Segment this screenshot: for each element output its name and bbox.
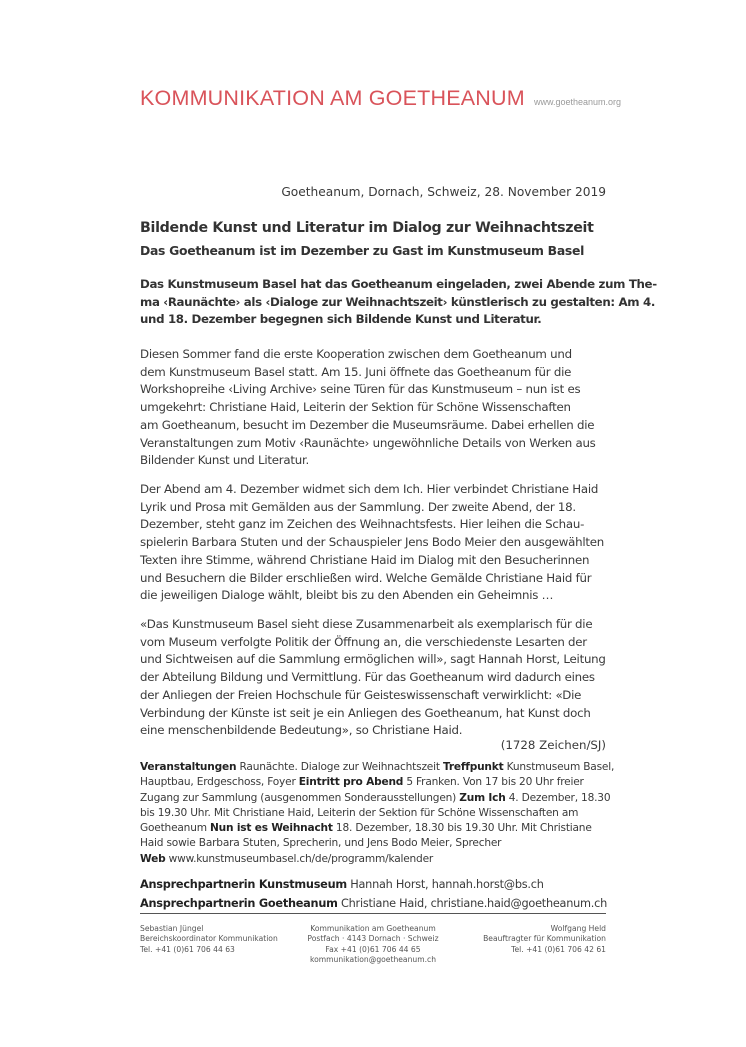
info-line [140,791,610,806]
subheadline: Das Goetheanum ist im Dezember zu Gast im Kunstmuseum Basel [140,243,585,258]
headline: Bildende Kunst und Literatur im Dialog zur Weihnachtszeit [140,220,594,236]
text-line: und Sichtweisen auf die Sammlung ermöglichen will», sagt Hannah Horst, Leitung [140,652,606,667]
footer-left-column [140,924,278,955]
dateline: Goetheanum, Dornach, Schweiz, 28. November 2019 [281,185,606,199]
text-line: und 18. Dezember begegnen sich Bildende Kunst und Literatur. [140,312,542,327]
text-line: vom Museum verfolgte Politik der Öffnung an, die verschiedenste Lesarten der [140,634,587,649]
contacts-block [140,876,606,913]
footer-right-column [483,924,606,955]
info-text: Hauptbau, Erdgeschoss, Foyer [140,776,299,789]
info-text: 5 Franken. Von 17 bis 20 Uhr freier [403,776,584,789]
web-link[interactable]: www.kunstmuseumbasel.ch/de/programm/kalender [165,852,434,865]
footer-line: Bereichskoordinator Kommunikation [140,934,278,944]
contact-label: Ansprechpartnerin Kunstmuseum [140,878,347,891]
contact-goetheanum [140,895,606,914]
info-label: Nun ist es Weihnacht [210,822,333,835]
text-line: Das Kunstmuseum Basel hat das Goetheanum eingeladen, zwei Abende zum The- [140,277,657,291]
text-line: spielerin Barbara Stuten und der Schauspieler Jens Bodo Meier den ausgewählten [140,535,604,550]
info-line [140,821,610,836]
footer-line: Tel. +41 (0)61 706 44 63 [140,944,235,954]
text-line: Veranstaltungen zum Motiv ‹Raunächte› ungewöhnliche Details von Werken aus [140,435,596,450]
info-label: Web [140,852,166,865]
footer-line: Tel. +41 (0)61 706 42 61 [511,944,606,954]
character-count-signature: (1728 Zeichen/SJ) [500,738,606,752]
text-line: «Das Kunstmuseum Basel sieht diese Zusammenarbeit als exemplarisch für die [140,617,593,631]
text-line: Workshopreihe ‹Living Archive› seine Türen für das Kunstmuseum – nun ist es [140,382,581,397]
brand-title: KOMMUNIKATION AM GOETHEANUM [140,86,525,110]
text-line: eine menschenbildende Bedeutung», so Christiane Haid. [140,723,463,738]
info-label: Veranstaltungen [140,761,237,773]
info-text: Zugang zur Sammlung (ausgenommen Sonderausstellungen) [140,791,460,804]
body-paragraph-1 [140,346,610,470]
text-line: Verbindung der Künste ist seit je ein Anliegen des Goetheanum, hat Kunst doch [140,705,591,720]
footer-line: Wolfgang Held [550,924,606,933]
lead-paragraph [140,276,657,329]
event-info-block [140,760,615,867]
info-line [140,852,610,867]
text-line: dem Kunstmuseum Basel statt. Am 15. Juni öffnete das Goetheanum für die [140,364,572,379]
text-line: Der Abend am 4. Dezember widmet sich dem Ich. Hier verbindet Christiane Haid [140,482,599,496]
body-paragraph-3 [140,616,610,740]
footer-line: Postfach · 4143 Dornach · Schweiz [307,934,439,944]
info-text: Kunstmuseum Basel, [503,761,615,773]
body-paragraph-2 [140,481,610,605]
contact-label: Ansprechpartnerin Goetheanum [140,896,338,910]
info-text: 18. Dezember, 18.30 bis 19.30 Uhr. Mit Christiane [332,822,592,835]
info-label: Eintritt pro Abend [298,776,404,789]
contact-value[interactable]: Hannah Horst, hannah.horst@bs.ch [346,878,544,891]
letterhead [140,86,621,111]
text-line: die jeweiligen Dialoge wählt, bleibt bis zu den Abenden ein Geheimnis … [140,588,554,603]
info-label: Treffpunkt [443,761,504,773]
info-text: Raunächte. Dialoge zur Weihnachtszeit [236,761,443,773]
text-line: ma ‹Raunächte› als ‹Dialoge zur Weihnachtszeit› künstlerisch zu gestalten: Am 4. [140,294,655,309]
info-line: bis 19.30 Uhr. Mit Christiane Haid, Leiterin der Sektion für Schöne Wissenschaften am [140,806,579,819]
info-line [140,775,610,790]
contact-kunstmuseum [140,876,606,895]
info-text: Goetheanum [140,822,211,835]
footer-line: Sebastian Jüngel [140,924,204,933]
text-line: Texten ihre Stimme, während Christiane Haid im Dialog mit den Besucherinnen [140,552,590,567]
text-line: Bildender Kunst und Literatur. [140,453,309,468]
footer-center-column [307,924,438,965]
text-line: Dezember, steht ganz im Zeichen des Weihnachtsfests. Hier leihen die Schau- [140,517,585,532]
text-line: und Besuchern die Bilder erschließen wird. Welche Gemälde Christiane Haid für [140,570,592,585]
contact-value[interactable]: Christiane Haid, christiane.haid@goetheanum.ch [337,896,608,910]
info-text: 4. Dezember, 18.30 [505,791,611,804]
footer-line: Kommunikation am Goetheanum [310,924,436,933]
footer-email[interactable]: kommunikation@goetheanum.ch [309,954,437,964]
info-line [140,760,615,775]
text-line: Diesen Sommer fand die erste Kooperation zwischen dem Goetheanum und [140,347,572,361]
text-line: Lyrik und Prosa mit Gemälden aus der Sammlung. Der zweite Abend, der 18. [140,499,576,514]
footer-divider [140,913,606,914]
brand-url: www.goetheanum.org [533,97,622,107]
text-line: der Anliegen der Freien Hochschule für Geisteswissenschaft verwirklicht: «Die [140,687,582,702]
text-line: der Abteilung Bildung und Vermittlung. Für das Goetheanum wird dadurch eines [140,670,595,685]
footer-line: Beauftragter für Kommunikation [483,934,606,944]
info-line: Haid sowie Barbara Stuten, Sprecherin, und Jens Bodo Meier, Sprecher [140,837,502,850]
text-line: umgekehrt: Christiane Haid, Leiterin der Sektion für Schöne Wissenschaften [140,400,571,415]
text-line: am Goetheanum, besucht im Dezember die Museumsräume. Dabei erhellen die [140,417,595,432]
info-label: Zum Ich [459,791,506,804]
footer-line: Fax +41 (0)61 706 44 65 [325,944,421,954]
